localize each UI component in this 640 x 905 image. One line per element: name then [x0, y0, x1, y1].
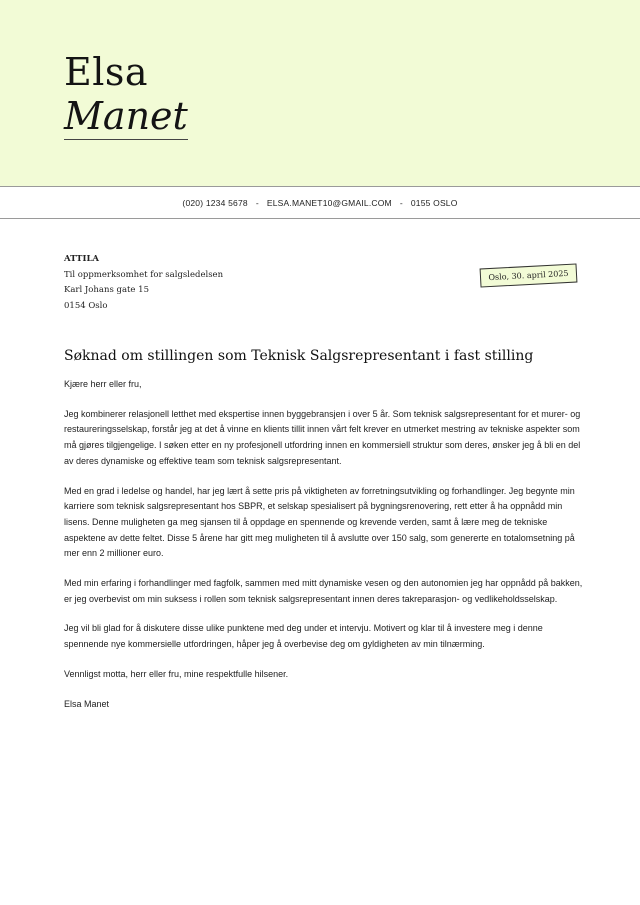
letter-body	[64, 377, 584, 726]
recipient-postal: 0154 Oslo	[64, 300, 108, 311]
first-name: Elsa	[64, 50, 149, 94]
location: 0155 OSLO	[410, 197, 458, 208]
signature: Elsa Manet	[64, 698, 110, 709]
header-band	[0, 0, 640, 186]
recipient-street: Karl Johans gate 15	[64, 285, 149, 295]
recipient-address	[64, 252, 223, 314]
contact-separator: -	[255, 197, 259, 208]
phone-number: (020) 1234 5678	[182, 197, 248, 208]
closing: Vennligst motta, herr eller fru, mine respektfulle hilsener.	[64, 668, 289, 679]
recipient-attention: Til oppmerksomhet for salgsledelsen	[64, 269, 224, 280]
salutation: Kjære herr eller fru,	[64, 379, 142, 389]
contact-bar	[0, 186, 640, 219]
body-paragraph: Jeg kombinerer relasjonell letthet med ekspertise innen byggebransjen i over 5 år. Som teknisk salgsrepresentant for et murer- og restaureringsselskap, forstår jeg at det å vinne en klients tillit innen vårt felt krever en utmerket mestring av tekniske aspekter som må gjøres tilgjengelige. I søken etter en ny profesjonell utfordring innen en kommersiell struktur som deres, ønsker jeg å bli en del av deres dynamiske og effektive team som teknisk salgsrepresentant.	[64, 408, 581, 466]
applicant-name	[64, 50, 188, 140]
letter-subject: Søknad om stillingen som Teknisk Salgsrepresentant i fast stilling	[64, 348, 534, 364]
recipient-company: ATTILA	[64, 254, 100, 264]
body-paragraph: Jeg vil bli glad for å diskutere disse ulike punktene med deg under et intervju. Motivert og klar til å investere meg i denne spennende nye kommersielle utfordringen, håper jeg å overbevise deg om gyldigheten av min tilnærming.	[64, 623, 543, 650]
email-address: ELSA.MANET10@GMAIL.COM	[266, 197, 392, 208]
body-paragraph: Med min erfaring i forhandlinger med fagfolk, sammen med mitt dynamiske vesen og den autonomien jeg har oppnådd på bakken, er jeg overbevist om min suksess i rollen som teknisk salgsrepresentant innen deres takreparasjon- og vedlikeholdsselskap.	[64, 578, 583, 604]
date-stamp: Oslo, 30. april 2025	[480, 263, 578, 287]
body-paragraph: Med en grad i ledelse og handel, har jeg lært å sette pris på viktigheten av forretningsutvikling og forhandlinger. Jeg begynte min karriere som teknisk salgsrepresentant hos SBPR, et selskap spesialisert på bygningsrenovering, rett etter å ha oppnådd min lisens. Denne muligheten ga meg sjansen til å oppdage en spennende og krevende verden, samt å lære meg de tekniske aspektene av dette feltet. Disse 5 årene har gitt meg muligheten til å avslutte over 150 salg, som genererte en totalomsetning på mer enn 2 millioner euro.	[64, 485, 575, 559]
contact-separator: -	[399, 197, 403, 208]
last-name: Manet	[64, 94, 188, 138]
